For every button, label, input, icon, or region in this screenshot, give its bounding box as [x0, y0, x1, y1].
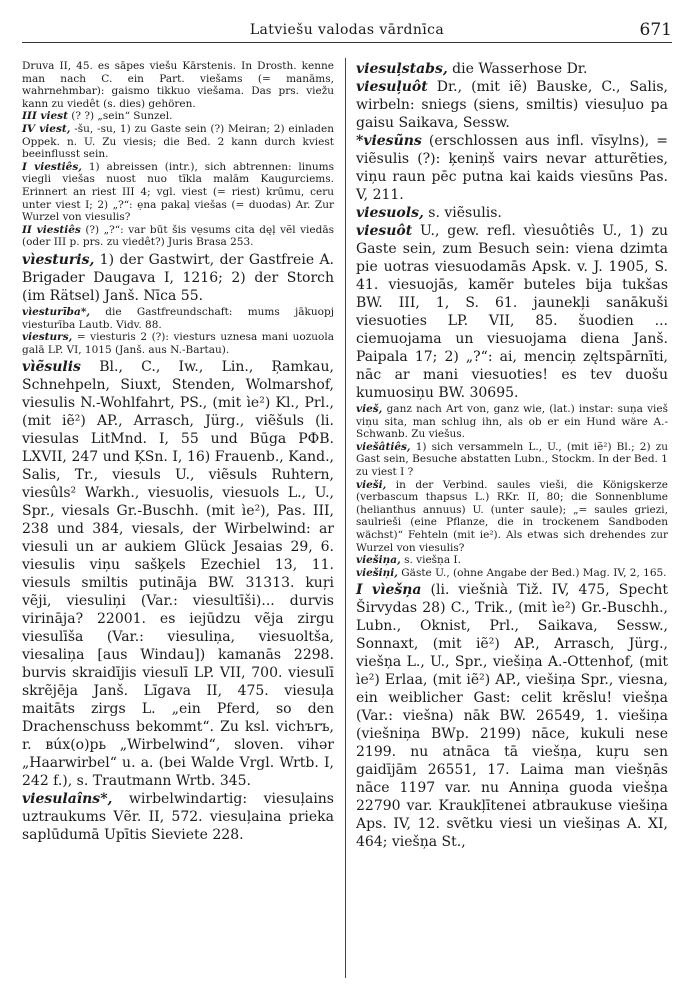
entry-headword: viesulaîns*, — [22, 791, 113, 808]
right-column — [356, 60, 668, 851]
entry-headword: vieši, — [356, 478, 387, 491]
dictionary-entry — [22, 331, 334, 356]
entry-text: (li. viešnià Tiž. IV, 475, Specht Širvydas 28) C., Trik., (mit ìe²) Gr.-Buschh., Lubn., Oknist, Prl., Saikava, Sessw., Sonnaxt, (mit iẽ²) AP., Arrasch, Jürg., viešņa L., U., Spr., viešiņa A.-Ottenhof, (mit ìe²) Erlaa, (mit iẽ²) AP., viešiņa Spr., viesna, ein weiblicher Gast: celit krẽslu! viešņa (Var.: viešna) nāk BW. 26549, 1. viešiņa (viešniņa BWp. 2199) nāce, kukuli nese 2199. nu atnāca tā viešņa, kuŗu sen gaidījām 26551, 17. Laima man viešņās nāce 1197 var. nu Anniņa guoda viešņa 22790 var. Kraukļītenei atbraukuse viešiņa Aps. IV, 12. svẽtku viesi un viešiņas A. XI, 464; viešņa St., — [356, 582, 668, 851]
entry-headword: viesuols, — [356, 205, 424, 221]
dictionary-entry — [356, 78, 668, 132]
entry-text: ganz nach Art von, ganz wie, (lat.) instar: suņa vieš viņu sita, man schlug ihn, als ob er ein Hund wäre A.-Schwanb. Zu viešus. — [356, 403, 668, 441]
entry-text: die Gastfreundschaft: mums jākuopj viesturība Lautb. Vidv. 88. — [22, 305, 334, 331]
entry-headword: vìesturis, — [22, 251, 95, 268]
entry-headword: viešiņi, — [356, 566, 398, 579]
entry-headword: *viesũns — [356, 133, 422, 149]
entry-text: s. viẽsulis. — [423, 205, 502, 221]
entry-headword: viesturs, — [22, 331, 73, 344]
dictionary-entry — [22, 251, 334, 305]
dictionary-entry — [356, 60, 668, 78]
entry-text: Gäste U., (ohne Angabe der Bed.) Mag. IV, 2, 165. — [397, 566, 667, 579]
dictionary-entry — [356, 132, 668, 204]
entry-text: Dr., (mit iẽ) Bauske, C., Salis, wirbeln: sniegs (siens, smiltis) viesuļuo pa gaisu Saikava, Sessw. — [356, 79, 668, 131]
dictionary-entry — [22, 306, 334, 331]
page-number: 671 — [639, 20, 672, 40]
left-column — [22, 60, 334, 844]
entry-text: (?) „?“: var būt šis vẹsums cita dęļ vẽl viedās (oder III p. prs. zu viedêt?) Juris Brasa 253. — [22, 223, 334, 249]
dictionary-entry — [22, 110, 334, 123]
entry-text: U., gew. refl. vìesuôtiês U., 1) zu Gaste sein, zum Besuch sein: viena dzimta pie uotras viesuodamās Apsk. v. J. 1905, S. 41. viesuojās, kamẽr buteles bija tukšas BW. III, 1, S. 61. jaunekļi sanākuši viesuoties LP. VII, 85. šuodien ... ciemuojama un viesuojama diena Janš. Paipala 17; 2) „?“: ai, menciņ zęltspārnīti, nāc ar mani viesuoties! es tev duošu kumuosiņu BW. 30695. — [356, 223, 668, 401]
entry-headword: viesuôt — [356, 223, 413, 239]
entry-text: 1) abreissen (intr.), sich abtrennen: linums viegli viešas nuost nuo tīkla malām Kaugurciems. Erinnert an riest III 4; vgl. viest (= riest) krūmu, ceru unter viest I; 2) „?“: ẹna pakaļ viešas (= duodas) Ar. Zur Wurzel von viesulis? — [22, 160, 335, 224]
entry-text: in der Verbind. saules vieši, die Königskerze (verbascum thapsus L.) RKr. II, 80; die Sonnenblume (helianthus annuus) U. (unter saule); „= saules griezi, saulrieši (eine Pflanze, die in trockenem Sandboden wächst)“ Fehteln (mit ie²). Als etwas sich drehendes zur Wurzel von viesulis? — [356, 478, 668, 554]
dictionary-entry — [356, 479, 668, 555]
dictionary-entry — [356, 581, 668, 851]
entry-text: Bl., C., Iw., Lin., Ŗamkau, Schnehpeln, Siuxt, Stenden, Wolmarshof, viesulis N.-Wohlfahrt, PS., (mit ìe²) Kl., Prl., (mit iẽ²) AP., Arrasch, Jürg., viẽšuls (li. viesulas LitMnd. I, 55 und Būga PФB. LXVII, 247 und ĶSn. I, 16) Frauenb., Kand., Salis, Tr., viesuls U., viẽsuls Ruhtern, viesûls² Warkh., viesuolis, viesuols L., U., Spr., viesals Gr.-Buschh. (mit ìe²), Pas. III, 238 und 384, viesals, der Wirbelwind: ar viesuli un ar aukiem Glück Jesaias 29, 6. viesulis viņu sašķels Ezechiel 13, 11. viesuls smiltis putināja BW. 31313. kuŗi vẽji, viesuliņi (Var.: viesultīši)... durvis virināja? 22001. es iejūdzu vẽja zirgu viesulīša (Var.: viesuliņa, viesuoltša, viesaliņa [aus Windau]) kamanās 2298. burvis skraidījis viesulī LP. VII, 700. viesulī skrẽjēja Janš. Līgava II, 475. viesuļa maitāts zirgs L. „ein Pferd, so den Drachenschuss bekommt“. Zu ksl. vichъrъ, r. вúх(о)рь „Wirbelwind“, sloven. vihǝr „Haarwirbel“ u. a. (bei Walde Vrgl. Wrtb. I, 242 f.), s. Trautmann Wrtb. 345. — [22, 359, 334, 790]
entry-headword: viešâtiês, — [356, 440, 411, 453]
dictionary-page — [22, 20, 672, 985]
dictionary-entry — [22, 60, 334, 110]
entry-text: (? ?) „sein“ Sunzel. — [67, 110, 173, 123]
dictionary-entry — [356, 567, 668, 580]
entry-headword: viešiņa, — [356, 554, 401, 567]
dictionary-entry — [356, 222, 668, 402]
page-header — [22, 20, 672, 43]
dictionary-entry — [22, 123, 334, 161]
dictionary-entry — [22, 358, 334, 790]
entry-text: (erschlossen aus infl. vīsylns), = viẽsulis (?): ķeniņš vairs nevar atturẽties, viņu raun pēc putna kai kaids viesūns Pas. V, 211. — [356, 133, 668, 203]
entry-headword: viesuļstabs, — [356, 61, 448, 77]
column-divider — [345, 58, 346, 978]
entry-headword: vieš, — [356, 403, 383, 415]
page-title: Latviešu valodas vārdnīca — [249, 22, 445, 38]
entry-headword: vìesturība*, — [22, 305, 90, 318]
dictionary-entry — [356, 554, 668, 567]
entry-text: -šu, -su, 1) zu Gaste sein (?) Meiran; 2) einladen Oppek. n. U. Zu viesis; die Bed. 2 kann durch kviest beeinflusst sein. — [22, 122, 334, 161]
dictionary-entry — [356, 441, 668, 479]
entry-text: = viesturis 2 (?): viesturs uznesa mani uozuola galā LP. VI, 1015 (Janš. aus N.-Bartau). — [22, 331, 334, 356]
entry-text: 1) der Gastwirt, der Gastfreie A. Brigader Daugava I, 1216; 2) der Storch (im Rätsel) Janš. Nīca 55. — [22, 251, 334, 304]
dictionary-entry — [22, 790, 334, 844]
entry-headword: IV viest, — [22, 122, 71, 135]
entry-text: 1) sich versammeln L., U., (mit iẽ²) Bl.; 2) zu Gast sein, Besuche abstatten Lubn., Stockm. In der Bed. 1 zu viest I ? — [356, 440, 668, 478]
entry-text: Druva II, 45. es sāpes viešu Kārstenis. In Drosth. kenne man nach C. ein Part. viešams (= manāms, wahrnehmbar): gaismo tikkuo viešama. Das prs. viežu kann zu viedêt (s. dies) gehören. — [22, 60, 334, 110]
dictionary-entry — [356, 204, 668, 222]
entry-headword: viesuļuôt — [356, 79, 428, 95]
dictionary-entry — [356, 403, 668, 441]
entry-text: die Wasserhose Dr. — [447, 61, 588, 77]
entry-headword: I vìešņa — [356, 582, 422, 599]
dictionary-entry — [22, 224, 334, 249]
entry-headword: vìẽsulis — [22, 359, 81, 376]
entry-text: s. viešņa I. — [400, 554, 461, 567]
entry-headword: III viest — [22, 110, 68, 123]
entry-text: wirbelwindartig: viesuļains uztraukums Vẽr. II, 572. viesuļaina prieka saplūdumā Upītis Sieviete 228. — [22, 791, 334, 844]
entry-headword: I viestiês, — [22, 160, 82, 173]
dictionary-entry — [22, 161, 334, 224]
entry-headword: II viestiês — [22, 223, 81, 236]
